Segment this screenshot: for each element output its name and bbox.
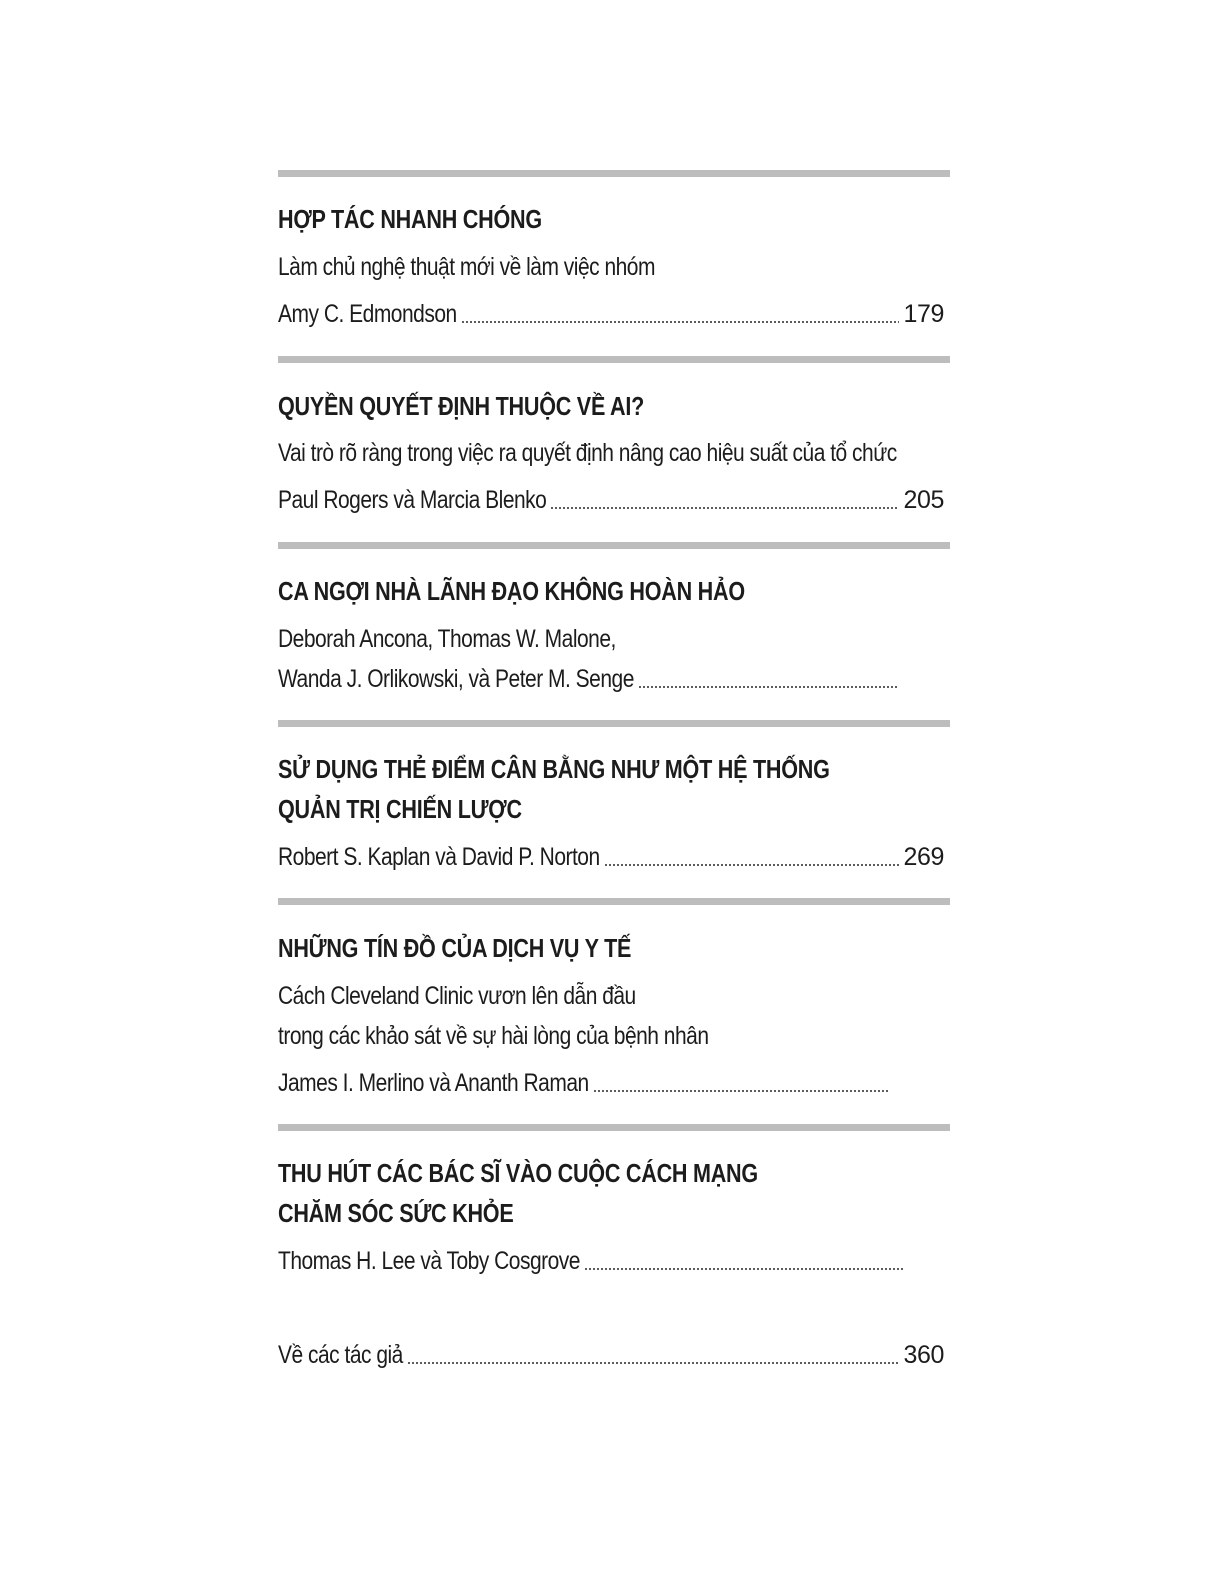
dot-leader <box>407 1362 900 1364</box>
section-divider <box>278 356 950 363</box>
entry-title: THU HÚT CÁC BÁC SĨ VÀO CUỘC CÁCH MẠNG <box>278 1158 758 1188</box>
entry-authors: Paul Rogers và Marcia Blenko <box>278 486 547 514</box>
toc-author-line[interactable] <box>278 842 944 872</box>
entry-title: HỢP TÁC NHANH CHÓNG <box>278 204 542 234</box>
section-divider <box>278 1124 950 1131</box>
entry-title: SỬ DỤNG THẺ ĐIỂM CÂN BẰNG NHƯ MỘT HỆ THỐNG <box>278 754 830 784</box>
entry-authors: Amy C. Edmondson <box>278 300 457 328</box>
toc-author-line[interactable] <box>278 299 944 329</box>
page-number: 269 <box>903 843 944 871</box>
page-number: 205 <box>903 486 944 514</box>
section-divider <box>278 720 950 727</box>
entry-subtitle: Vai trò rõ ràng trong việc ra quyết định nâng cao hiệu suất của tổ chức <box>278 439 897 467</box>
entry-authors: Robert S. Kaplan và David P. Norton <box>278 843 600 871</box>
entry-title-line-2: CHĂM SÓC SỨC KHỎE <box>278 1198 514 1228</box>
section-divider <box>278 542 950 549</box>
dot-leader <box>584 1268 904 1270</box>
dot-leader <box>638 686 898 688</box>
entry-subtitle-line-2: trong các khảo sát về sự hài lòng của bệnh nhân <box>278 1022 709 1050</box>
toc-author-line[interactable] <box>278 664 902 694</box>
toc-author-line[interactable] <box>278 1068 892 1098</box>
page-number: 360 <box>903 1341 944 1369</box>
entry-authors: Wanda J. Orlikowski, và Peter M. Senge <box>278 665 634 693</box>
entry-title: QUYỀN QUYẾT ĐỊNH THUỘC VỀ AI? <box>278 391 645 421</box>
page-number: 179 <box>903 300 944 328</box>
toc-author-line[interactable] <box>278 485 944 515</box>
entry-subtitle: Làm chủ nghệ thuật mới về làm việc nhóm <box>278 253 655 281</box>
toc-about-authors-line[interactable] <box>278 1340 944 1370</box>
dot-leader <box>593 1090 888 1092</box>
entry-title: CA NGỢI NHÀ LÃNH ĐẠO KHÔNG HOÀN HẢO <box>278 576 745 606</box>
entry-title-line-2: QUẢN TRỊ CHIẾN LƯỢC <box>278 794 522 824</box>
entry-subtitle: Cách Cleveland Clinic vươn lên dẫn đầu <box>278 982 636 1010</box>
dot-leader <box>550 507 899 509</box>
about-authors-label: Về các tác giả <box>278 1341 403 1369</box>
section-divider <box>278 898 950 905</box>
entry-authors: James I. Merlino và Ananth Raman <box>278 1069 589 1097</box>
toc-author-line[interactable] <box>278 1246 908 1276</box>
section-divider <box>278 170 950 177</box>
dot-leader <box>604 864 900 866</box>
dot-leader <box>461 321 900 323</box>
entry-authors-first-line: Deborah Ancona, Thomas W. Malone, <box>278 625 616 653</box>
entry-title: NHỮNG TÍN ĐỒ CỦA DỊCH VỤ Y TẾ <box>278 933 632 963</box>
entry-authors: Thomas H. Lee và Toby Cosgrove <box>278 1247 580 1275</box>
